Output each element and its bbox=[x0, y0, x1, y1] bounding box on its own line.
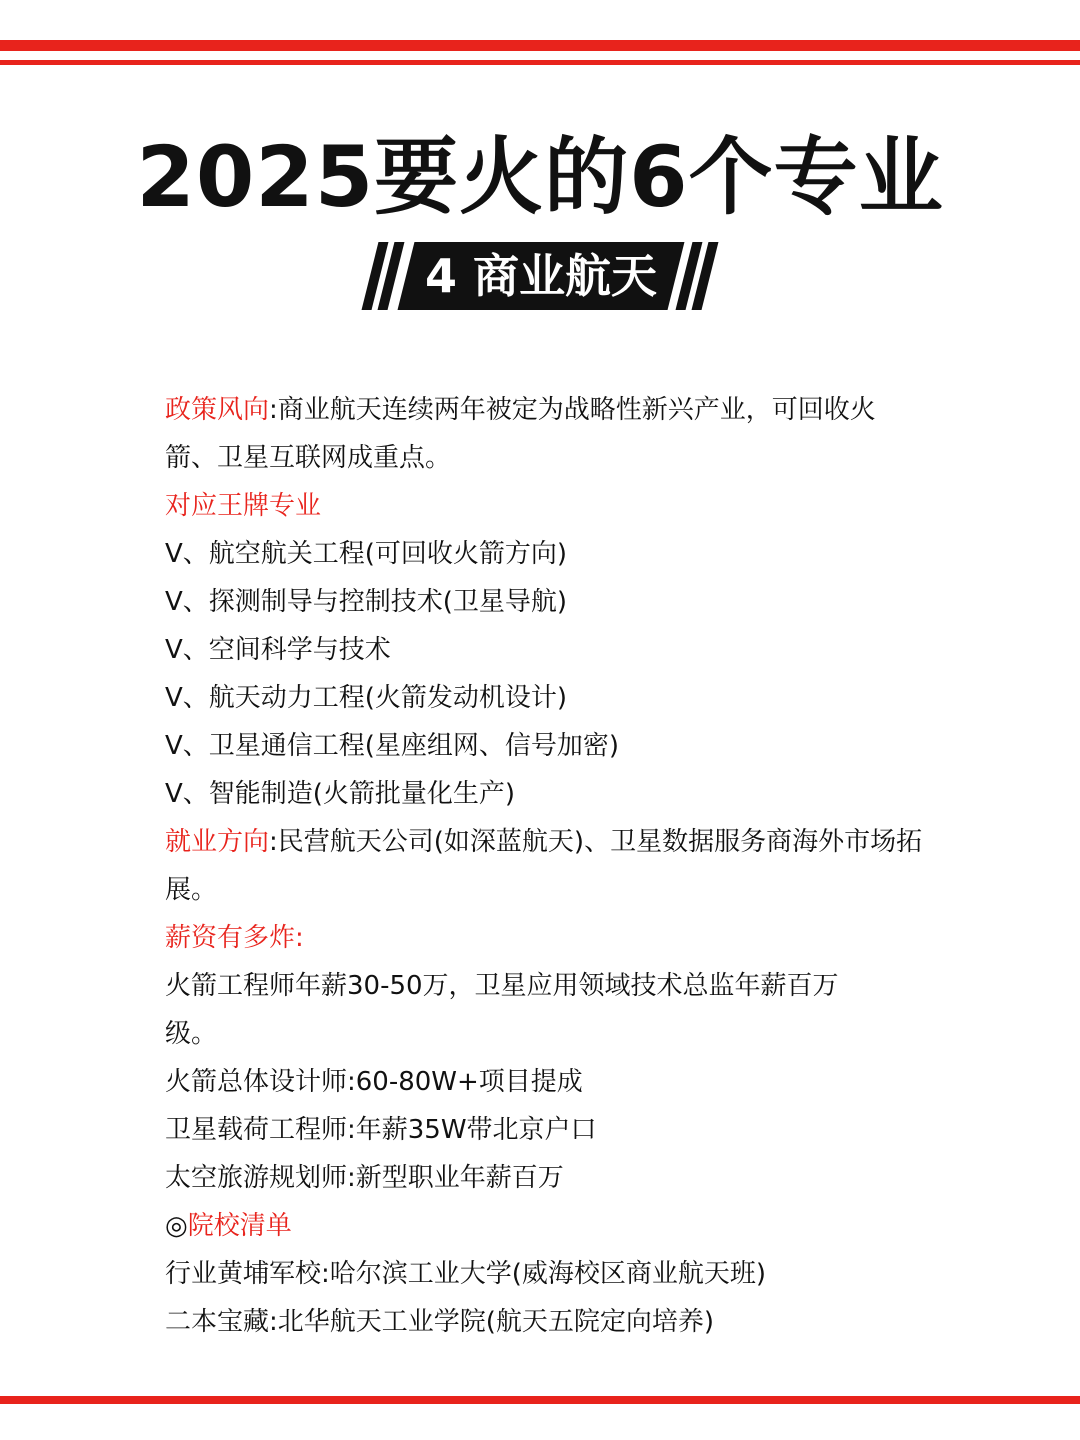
salary-heading: 薪资有多炸: bbox=[165, 923, 304, 953]
policy-text: :商业航天连续两年被定为战略性新兴产业，可回收火箭、卫星互联网成重点。 bbox=[165, 395, 876, 473]
subtitle-banner bbox=[366, 242, 718, 310]
policy-label: 政策风向 bbox=[165, 395, 270, 425]
policy-paragraph bbox=[165, 386, 925, 482]
salary-line: 太空旅游规划师:新型职业年薪百万 bbox=[165, 1163, 564, 1193]
major-item: V、航天动力工程(火箭发动机设计) bbox=[165, 683, 568, 713]
employment-paragraph bbox=[165, 818, 925, 914]
major-item: V、智能制造(火箭批量化生产) bbox=[165, 779, 516, 809]
school-line: 二本宝藏:北华航天工业学院(航天五院定向培养) bbox=[165, 1307, 715, 1337]
school-line: 行业黄埔军校:哈尔滨工业大学(威海校区商业航天班) bbox=[165, 1259, 767, 1289]
employment-label: 就业方向 bbox=[165, 827, 270, 857]
top-border-thin bbox=[0, 60, 1080, 65]
circle-icon: ◎ bbox=[165, 1211, 188, 1241]
page-title: 2025要火的6个专业 bbox=[136, 128, 944, 226]
salary-line: 卫星载荷工程师:年薪35W带北京户口 bbox=[165, 1115, 597, 1145]
major-item: V、探测制导与控制技术(卫星导航) bbox=[165, 587, 568, 617]
schools-heading: 院校清单 bbox=[187, 1211, 292, 1241]
top-border-thick bbox=[0, 40, 1080, 51]
major-item: V、卫星通信工程(星座组网、信号加密) bbox=[165, 731, 620, 761]
bottom-border bbox=[0, 1396, 1080, 1404]
content-body bbox=[165, 386, 925, 1346]
major-item: V、空间科学与技术 bbox=[165, 635, 391, 665]
salary-line: 火箭总体设计师:60-80W+项目提成 bbox=[165, 1067, 583, 1097]
subtitle-text: 4 商业航天 bbox=[424, 249, 658, 303]
schools-heading-line bbox=[165, 1202, 925, 1250]
employment-text: :民营航天公司(如深蓝航天)、卫星数据服务商海外市场拓展。 bbox=[165, 827, 923, 905]
salary-line: 火箭工程师年薪30-50万，卫星应用领域技术总监年薪百万级。 bbox=[165, 971, 839, 1049]
major-item: V、航空航关工程(可回收火箭方向) bbox=[165, 539, 568, 569]
majors-heading: 对应王牌专业 bbox=[165, 491, 322, 521]
